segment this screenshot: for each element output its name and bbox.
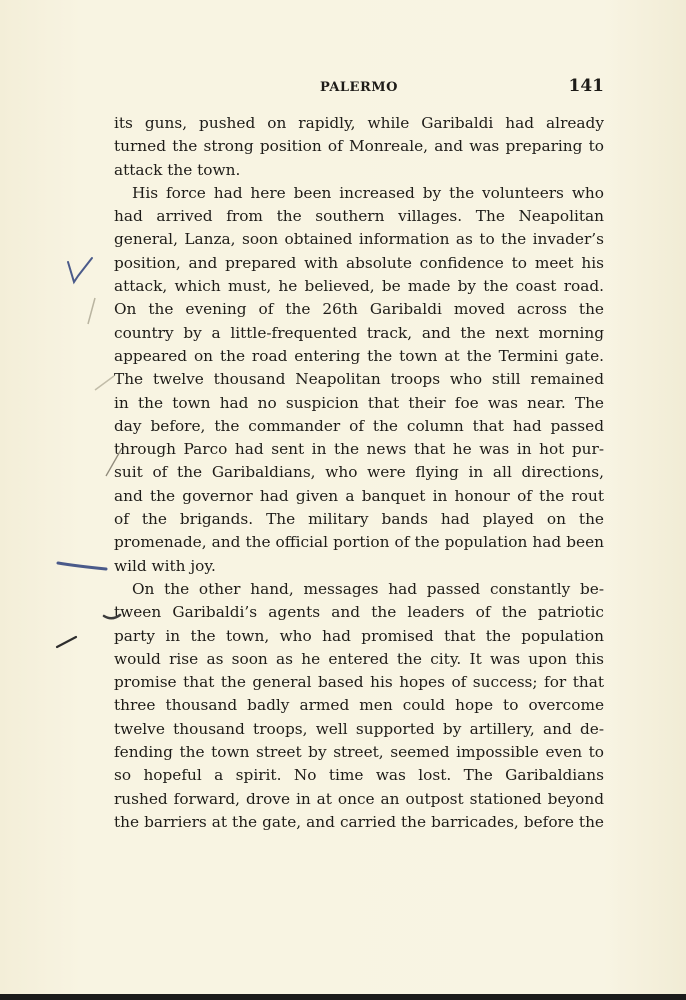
text-line: promise that the general based his hopes of success; for that [114,673,604,692]
text-line: had arrived from the southern villages. The Neapolitan [114,207,604,226]
text-line: His force had here been increased by the volunteers who [132,183,604,202]
text-line: The twelve thousand Neapolitan troops who still remained [114,370,604,389]
margin-dash-mark [102,612,122,626]
text-line: party in the town, who had promised that the population [114,626,604,645]
page-number: 141 [568,76,604,96]
text-line: country by a little-frequented track, and the next morning [114,323,604,342]
margin-tick-mark [54,634,80,650]
text-line: position, and prepared with absolute confidence to meet his [114,253,604,272]
text-line: three thousand badly armed men could hope to overcome [114,696,604,715]
text-line: wild with joy. [114,556,216,575]
text-line: tween Garibaldi’s agents and the leaders of the patriotic [114,603,604,622]
text-line: rushed forward, drove in at once an outpost stationed beyond [114,789,604,808]
text-line: attack the town. [114,160,241,179]
text-line: so hopeful a spirit. No time was lost. The Garibaldians [114,766,604,785]
text-line: of the brigands. The military bands had played on the [114,510,604,529]
text-line: its guns, pushed on rapidly, while Garibaldi had already [114,114,604,132]
page-header [114,76,604,98]
text-line: and the governor had given a banquet in honour of the rout [114,486,604,505]
text-line: On the other hand, messages had passed constantly be- [132,579,604,598]
text-line: through Parco had sent in the news that he was in hot pur- [114,440,604,459]
margin-pencil-stroke [102,446,126,480]
text-line: appeared on the road entering the town at the Termini gate. [114,346,604,365]
running-head: PALERMO [320,80,398,95]
margin-dash-mark [56,560,108,574]
margin-pencil-stroke [92,374,116,392]
margin-check-mark [62,254,98,288]
text-line: promenade, and the official portion of the population had been [114,533,604,552]
text-line: general, Lanza, soon obtained information as to the invader’s [114,230,604,249]
text-line: the barriers at the gate, and carried the barricades, before the [114,812,604,831]
text-line: would rise as soon as he entered the city. It was upon this [114,649,604,668]
text-line: twelve thousand troops, well supported by artillery, and de- [114,719,604,738]
text-line: in the town had no suspicion that their foe was near. The [114,393,604,412]
text-line: attack, which must, he believed, be made by the coast road. [114,277,604,296]
text-line: On the evening of the 26th Garibaldi moved across the [114,300,604,319]
text-line: fending the town street by street, seemed impossible even to [114,743,604,762]
body-text [114,112,604,834]
text-line: day before, the commander of the column that had passed [114,416,604,435]
margin-pencil-stroke [84,296,98,326]
scan-edge [0,994,686,1000]
text-line: suit of the Garibaldians, who were flying in all directions, [114,463,604,482]
text-line: turned the strong position of Monreale, and was preparing to [114,137,604,156]
